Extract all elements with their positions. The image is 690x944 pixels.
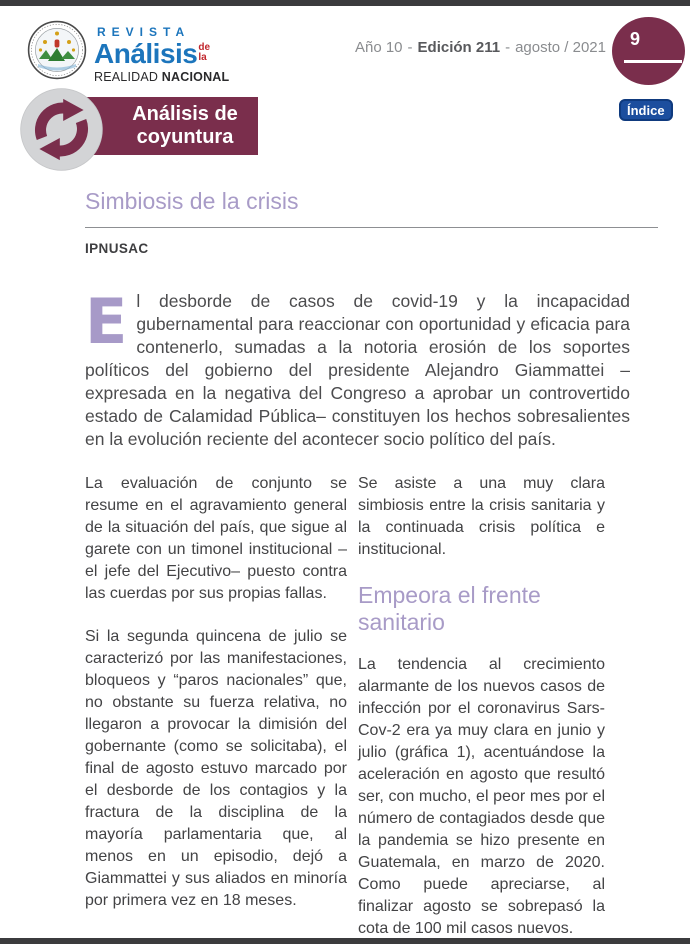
lead-text: l desborde de casos de covid-19 y la incapacidad gubernamental para reaccionar con oportunidad y eficacia para contenerlo, sumadas a la notoria erosión de los soportes políticos del gobierno del presidente Alejandro Giammattei –expresada en la negativa del Congreso a aprobar un controvertido estado de Calamidad Pública– constituyen los hechos sobresalientes en la evolución reciente del acontecer socio político del país.	[85, 290, 630, 449]
logo-realidad-nacional-label	[94, 70, 229, 84]
bottom-window-bar	[0, 938, 690, 944]
journal-logo	[27, 20, 229, 84]
logo-de: de	[198, 42, 211, 53]
left-column	[85, 473, 347, 944]
page-number-badge	[612, 17, 685, 85]
coyuntura-hands-icon	[19, 87, 104, 172]
section-banner-line2: coyuntura	[136, 126, 234, 148]
page-number-underline	[624, 60, 682, 63]
edition-number: Edición 211	[417, 39, 501, 56]
article-author: IPNUSAC	[85, 240, 149, 256]
journal-logo-text	[94, 20, 229, 84]
page-number: 9	[629, 29, 640, 49]
drop-cap: E	[85, 284, 128, 358]
section-subheading: Empeora el frente sanitario	[358, 581, 541, 635]
lead-paragraph	[85, 284, 630, 451]
separator: -	[505, 39, 511, 56]
section-banner-line1: Análisis de	[132, 103, 238, 125]
logo-la: la	[198, 51, 207, 63]
edition-year: Año 10	[354, 39, 403, 56]
right-column	[358, 473, 605, 944]
edition-info	[355, 39, 606, 56]
top-window-bar	[0, 0, 690, 6]
logo-de-la-label	[198, 43, 210, 62]
logo-analisis-label: Análisis	[94, 38, 198, 69]
two-column-body	[85, 473, 630, 944]
logo-realidad: REALIDAD	[94, 70, 162, 84]
article-title: Simbiosis de la crisis	[85, 188, 299, 214]
right-paragraph-2: La tendencia al crecimiento alarmante de los nuevos casos de infección por el coronavirus Sars-Cov-2 era ya muy clara en junio y julio (gráfica 1), acentuándose la aceleración en agosto que resultó ser, con mucho, el peor mes por el número de contagiados desde que la pandemia se hizo presente en Guatemala, en marzo de 2020. Como puede apreciarse, al finalizar agosto se sobrepasó la cota de 100 mil casos nuevos.	[358, 655, 605, 937]
article	[85, 188, 630, 944]
left-paragraph-2: Si la segunda quincena de julio se caracterizó por las manifestaciones, bloqueos y “paros nacionales” que, no obstante su fuerza relativa, no llegaron a provocar la dimisión del gobernante (como se solicitaba), el final de agosto estuvo marcado por el desborde de los contagios y la fractura de la disciplina de la mayoría parlamentaria que, al menos en un episodio, dejó a Giammattei y sus aliados en minoría por primera vez en 18 meses.	[85, 627, 347, 909]
logo-revista-label: REVISTA	[97, 25, 191, 39]
indice-button[interactable]: Índice	[619, 99, 673, 121]
logo-nacional: NACIONAL	[161, 70, 230, 84]
right-paragraph-1: Se asiste a una muy clara simbiosis entre la crisis sanitaria y la continuada crisis política e institucional.	[358, 474, 605, 558]
edition-date: agosto / 2021	[515, 39, 606, 56]
usac-seal-icon	[27, 20, 87, 80]
title-divider	[85, 227, 658, 228]
separator: -	[407, 39, 413, 56]
left-paragraph-1: La evaluación de conjunto se resume en el agravamiento general de la situación del país, que sigue al garete con un timonel institucional –el jefe del Ejecutivo– puesto contra las cuerdas por sus propias fallas.	[85, 474, 347, 602]
